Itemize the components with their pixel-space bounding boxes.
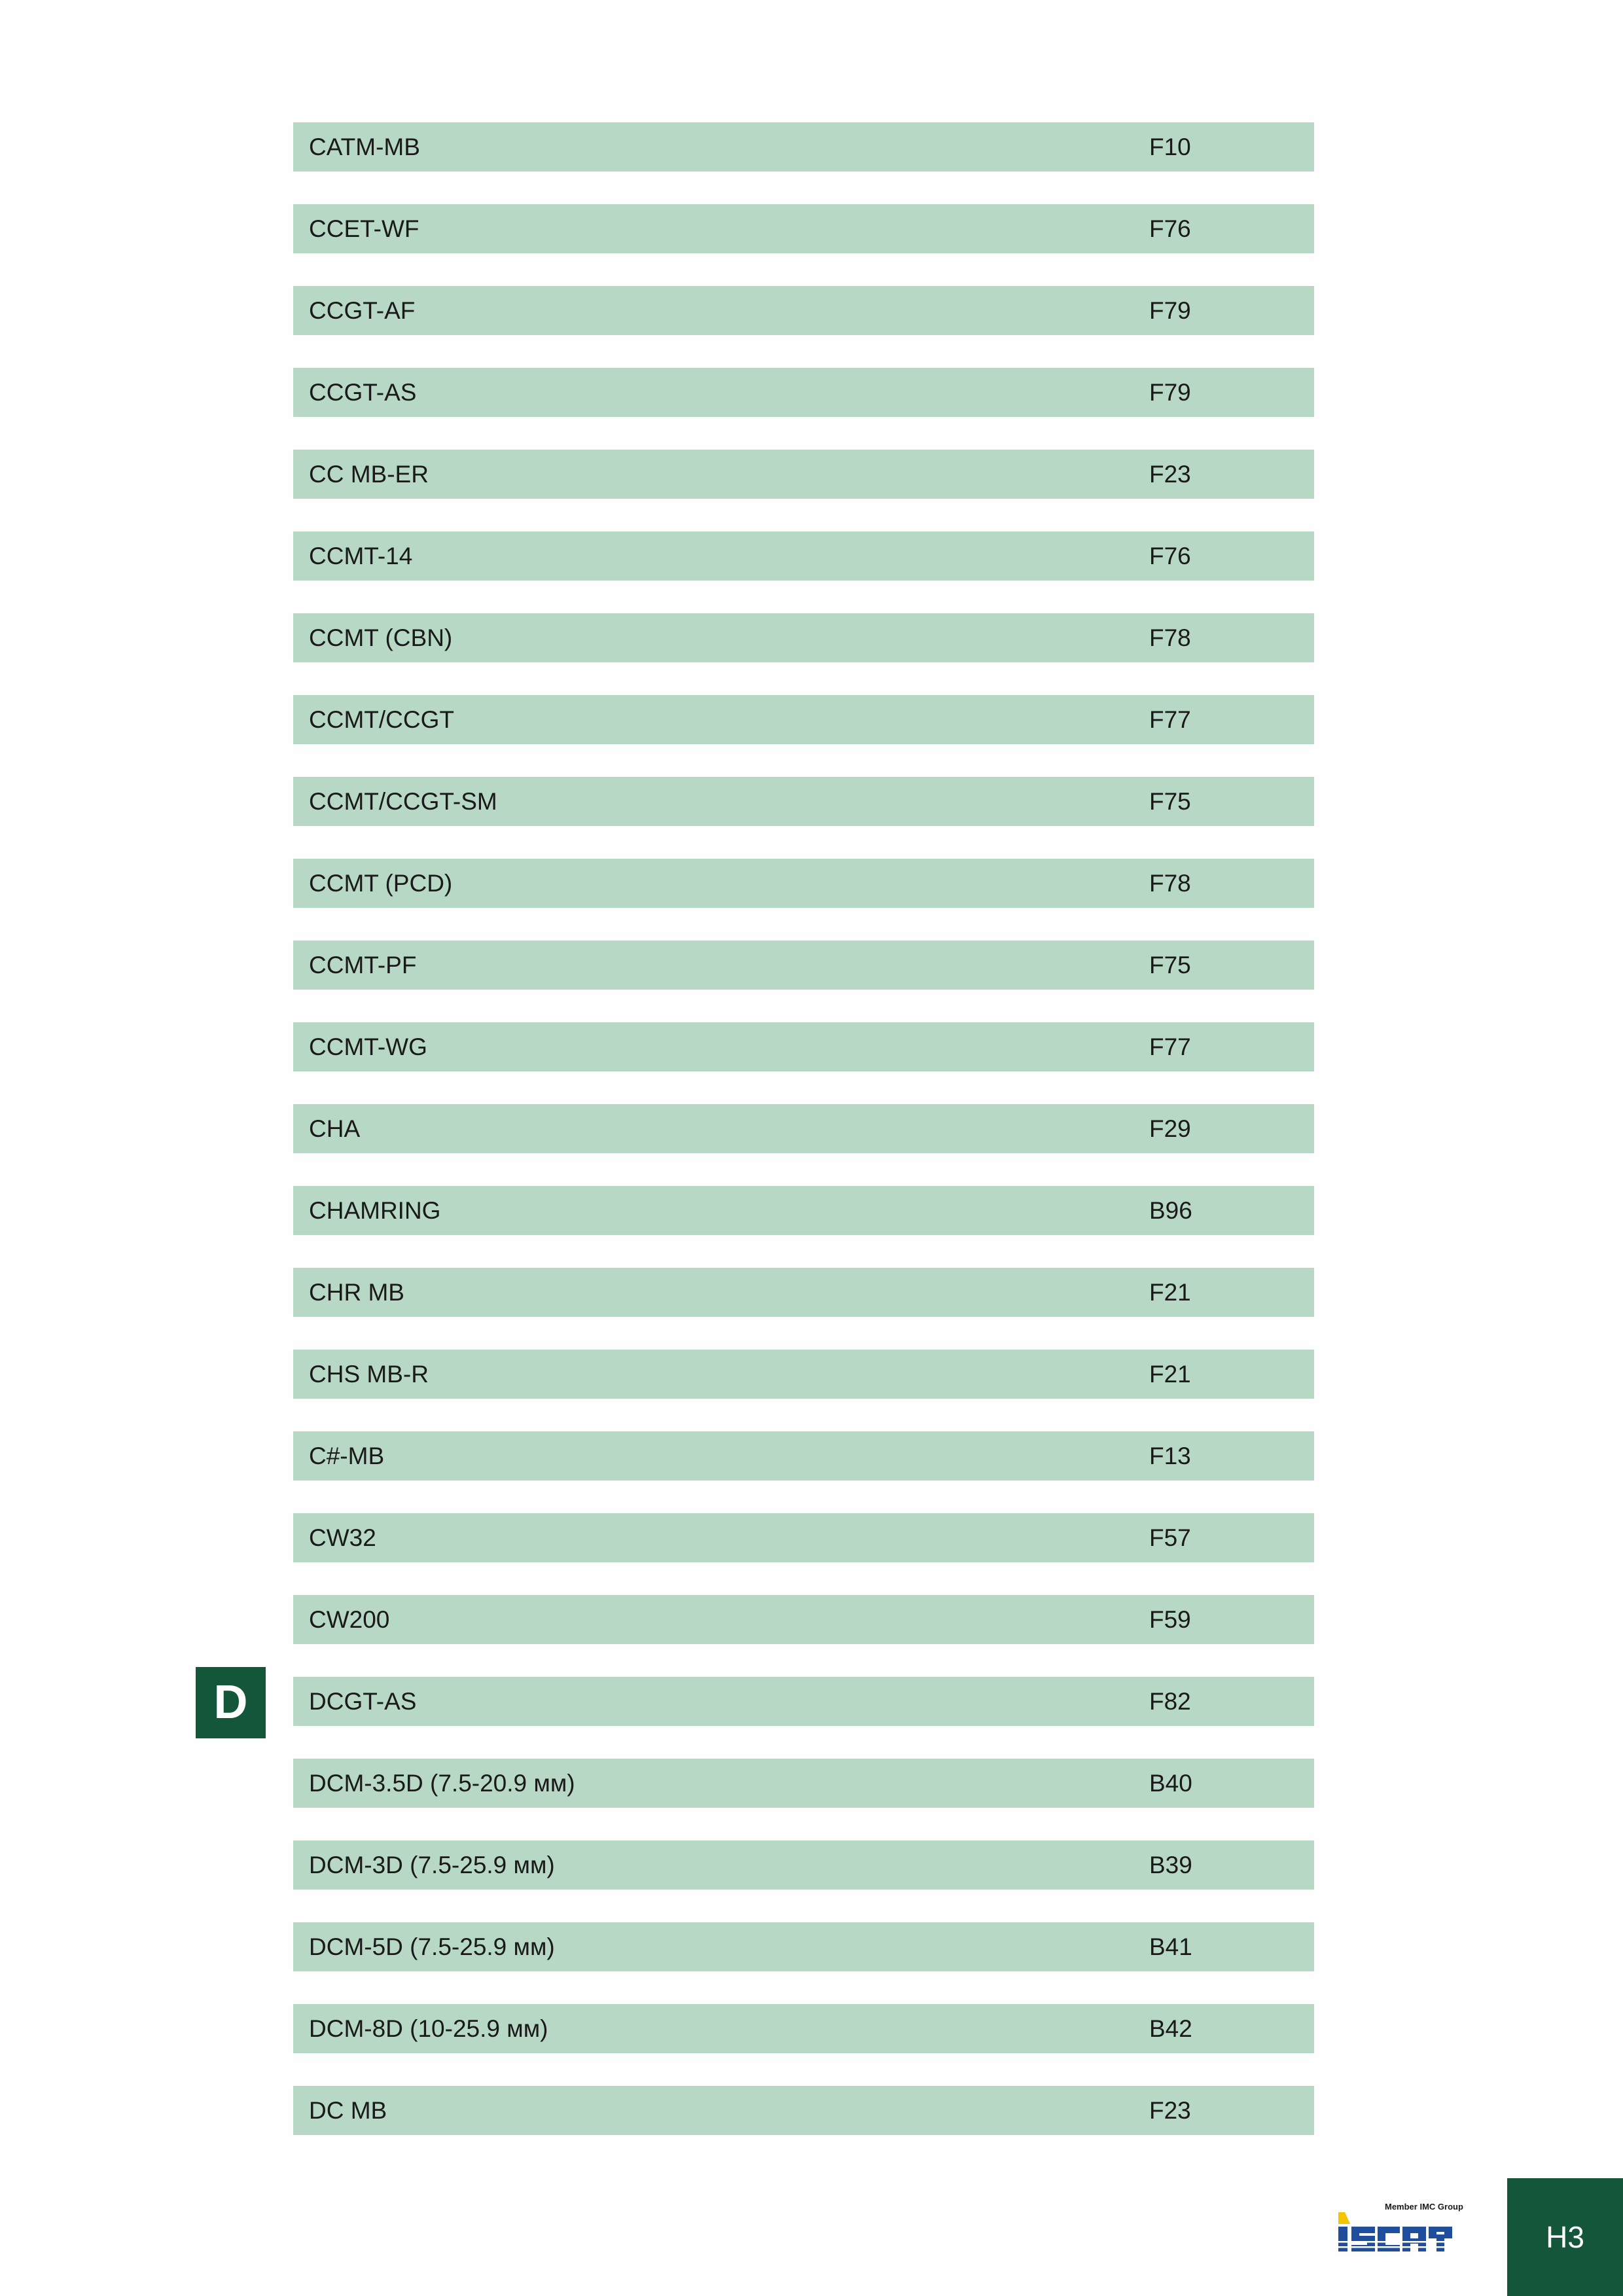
index-row-page-ref: F77 bbox=[1149, 1033, 1191, 1060]
index-row bbox=[293, 613, 1314, 662]
index-row-page-ref: F77 bbox=[1149, 706, 1191, 733]
index-row-name: CHS MB-R bbox=[309, 1361, 429, 1388]
index-row-page-ref: F82 bbox=[1149, 1688, 1191, 1715]
index-row bbox=[293, 1922, 1314, 1971]
index-row bbox=[293, 777, 1314, 826]
index-row bbox=[293, 1104, 1314, 1153]
index-row bbox=[293, 2004, 1314, 2053]
index-row-name: CCGT-AS bbox=[309, 379, 417, 406]
index-row-name: CHAMRING bbox=[309, 1197, 441, 1224]
index-row bbox=[293, 368, 1314, 417]
index-row-page-ref: F13 bbox=[1149, 1443, 1191, 1469]
index-row-name: CCMT (PCD) bbox=[309, 870, 453, 897]
index-row-page-ref: F21 bbox=[1149, 1279, 1191, 1306]
index-row-page-ref: F78 bbox=[1149, 624, 1191, 651]
index-row-name: DCM-3D (7.5-25.9 мм) bbox=[309, 1852, 555, 1878]
index-row-page-ref: F79 bbox=[1149, 379, 1191, 406]
index-row-page-ref: B41 bbox=[1149, 1933, 1192, 1960]
index-row-page-ref: F79 bbox=[1149, 297, 1191, 324]
index-row-page-ref: B40 bbox=[1149, 1770, 1192, 1797]
index-row-page-ref: B96 bbox=[1149, 1197, 1192, 1224]
index-row-name: CHA bbox=[309, 1115, 361, 1142]
index-row-page-ref: F57 bbox=[1149, 1524, 1191, 1551]
index-row-name: CATM-MB bbox=[309, 134, 420, 160]
index-row bbox=[293, 695, 1314, 744]
index-row-page-ref: F78 bbox=[1149, 870, 1191, 897]
index-row-name: DCM-3.5D (7.5-20.9 мм) bbox=[309, 1770, 575, 1797]
index-row-page-ref: F29 bbox=[1149, 1115, 1191, 1142]
index-row-name: CCMT/CCGT-SM bbox=[309, 788, 497, 815]
index-row-page-ref: F76 bbox=[1149, 543, 1191, 569]
index-row-name: CCMT-WG bbox=[309, 1033, 427, 1060]
page-number-tab: H3 bbox=[1507, 2178, 1623, 2296]
index-row bbox=[293, 941, 1314, 990]
index-row-name: DC MB bbox=[309, 2097, 387, 2124]
index-row-page-ref: F23 bbox=[1149, 461, 1191, 488]
index-row-page-ref: F10 bbox=[1149, 134, 1191, 160]
index-row-page-ref: B39 bbox=[1149, 1852, 1192, 1878]
index-row-page-ref: F59 bbox=[1149, 1606, 1191, 1633]
index-row bbox=[293, 1431, 1314, 1480]
index-row-page-ref: F75 bbox=[1149, 952, 1191, 978]
index-list bbox=[293, 122, 1314, 2168]
index-row-name: CC MB-ER bbox=[309, 461, 429, 488]
index-row-name: CCMT-PF bbox=[309, 952, 417, 978]
index-row bbox=[293, 1350, 1314, 1399]
index-row bbox=[293, 1840, 1314, 1890]
index-row-name: CCMT/CCGT bbox=[309, 706, 454, 733]
index-row-name: CCMT-14 bbox=[309, 543, 413, 569]
index-row-page-ref: F21 bbox=[1149, 1361, 1191, 1388]
index-row-page-ref: F75 bbox=[1149, 788, 1191, 815]
index-row-name: CW32 bbox=[309, 1524, 376, 1551]
index-row bbox=[293, 1186, 1314, 1235]
index-row bbox=[293, 1759, 1314, 1808]
index-row bbox=[293, 1595, 1314, 1644]
index-row-name: CW200 bbox=[309, 1606, 390, 1633]
logo-member-text: Member IMC Group bbox=[1385, 2202, 1463, 2212]
iscar-wordmark-icon bbox=[1337, 2212, 1468, 2253]
index-row-name: CCMT (CBN) bbox=[309, 624, 453, 651]
index-row-name: C#-MB bbox=[309, 1443, 385, 1469]
index-row bbox=[293, 286, 1314, 335]
index-row-page-ref: F76 bbox=[1149, 215, 1191, 242]
section-letter-tab: D bbox=[196, 1667, 266, 1738]
index-row-name: DCM-5D (7.5-25.9 мм) bbox=[309, 1933, 555, 1960]
index-row bbox=[293, 204, 1314, 253]
index-row-name: CCET-WF bbox=[309, 215, 419, 242]
index-row-page-ref: F23 bbox=[1149, 2097, 1191, 2124]
index-row bbox=[293, 859, 1314, 908]
index-row bbox=[293, 1268, 1314, 1317]
iscar-logo bbox=[1337, 2200, 1468, 2253]
index-row-name: CHR MB bbox=[309, 1279, 404, 1306]
index-row bbox=[293, 122, 1314, 171]
index-row bbox=[293, 1022, 1314, 1071]
index-row-name: DCGT-AS bbox=[309, 1688, 417, 1715]
index-row-page-ref: B42 bbox=[1149, 2015, 1192, 2042]
index-row bbox=[293, 1677, 1314, 1726]
index-row-name: DCM-8D (10-25.9 мм) bbox=[309, 2015, 548, 2042]
index-row bbox=[293, 450, 1314, 499]
index-row-name: CCGT-AF bbox=[309, 297, 416, 324]
index-row bbox=[293, 2086, 1314, 2135]
index-row bbox=[293, 1513, 1314, 1562]
index-row bbox=[293, 531, 1314, 581]
